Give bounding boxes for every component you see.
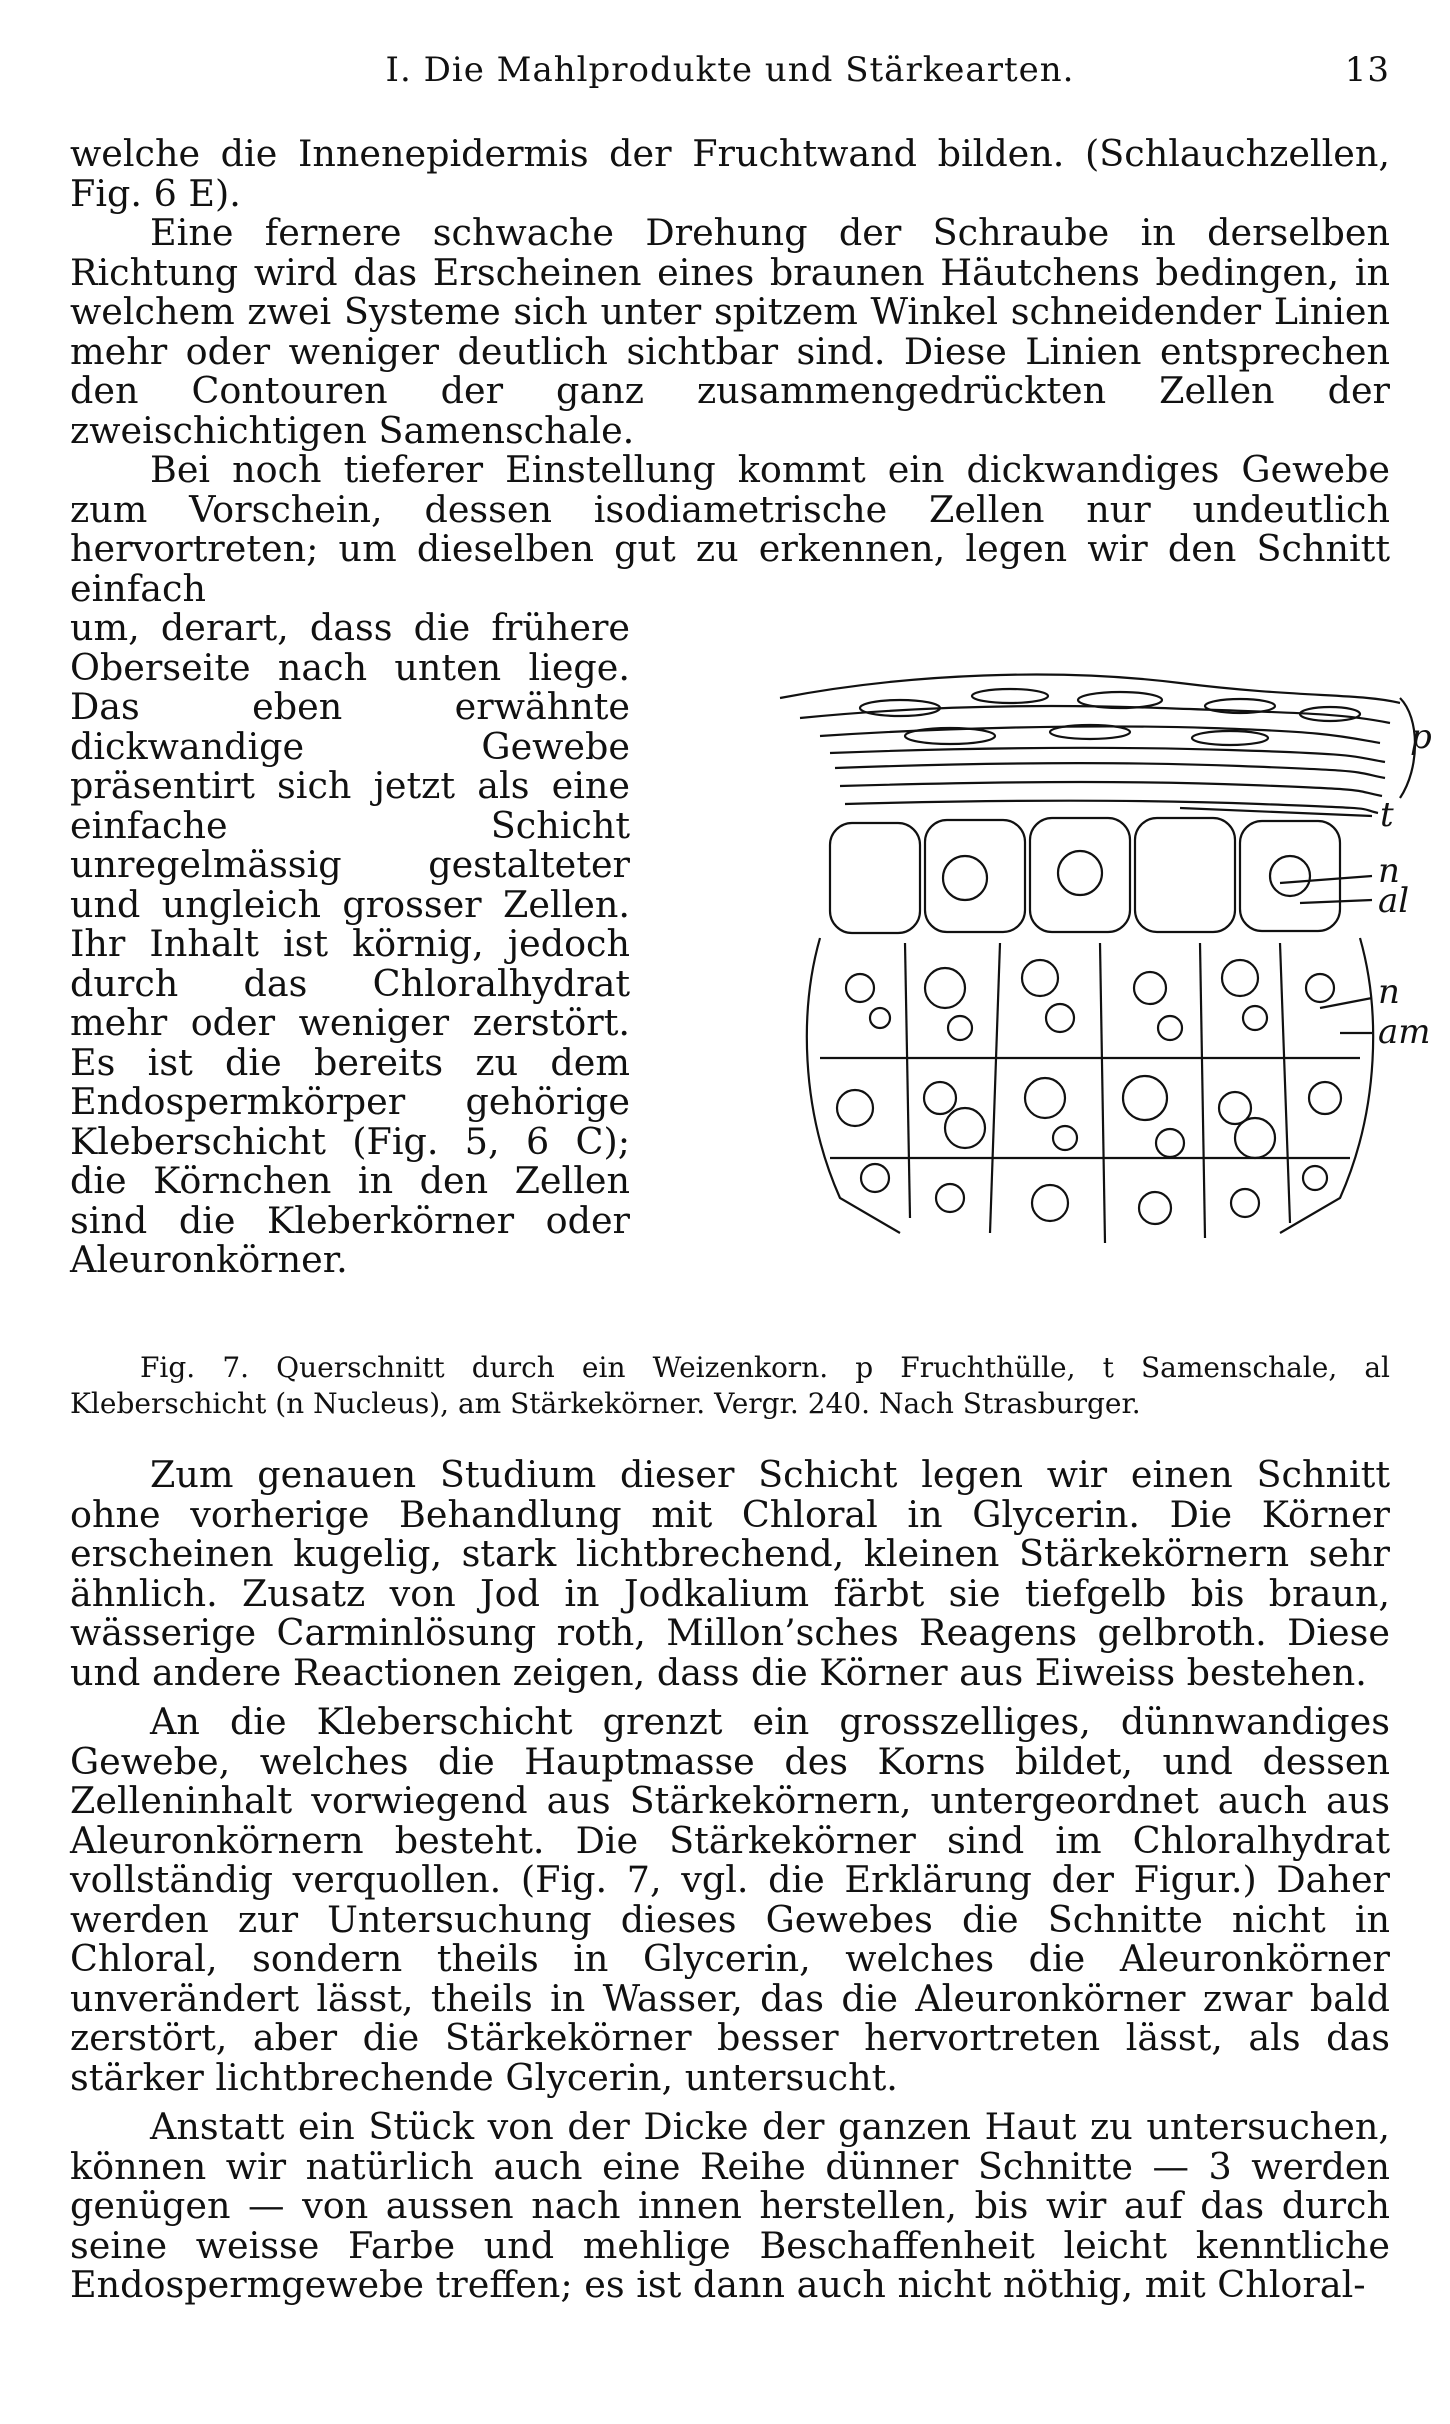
- figure-caption: [70, 1350, 1390, 1422]
- paragraph-3: Bei noch tieferer Einstellung kommt ein dickwandiges Gewebe zum Vorschein, dessen isodiametrische Zellen nur undeutlich hervortreten; um dieselben gut zu erkennen, legen wir den Schnitt einfach: [70, 448, 1390, 610]
- paragraph-1: welche die Innenepidermis der Fruchtwand bilden. (Schlauchzellen, Fig. 6 E).: [70, 132, 1390, 215]
- label-p: p: [1410, 717, 1432, 757]
- page-header: [70, 50, 1390, 100]
- float-paragraph: um, derart, dass die frühere Oberseite nach unten liege. Das eben erwähnte dickwandige Gewebe präsentirt sich jetzt als eine einfache Schicht unregelmässig gestalteter und ungleich grosser Zellen. Ihr Inhalt ist körnig, jedoch durch das Chloralhydrat mehr oder weniger zerstört. Es ist die bereits zu dem Endospermkörper gehörige Kleberschicht (Fig. 5, 6 C); die Körnchen in den Zellen sind die Kleberkörner oder Aleuronkörner.: [70, 606, 630, 1281]
- label-t: t: [1380, 795, 1394, 835]
- figure-wrap-area: [70, 606, 1432, 1288]
- paragraph-6: Anstatt ein Stück von der Dicke der ganzen Haut zu untersuchen, können wir natürlich auch eine Reihe dünner Schnitte — 3 werden genügen — von aussen nach innen herstellen, bis wir auf das durch seine weisse Farbe und mehlige Beschaffenheit leicht kenntliche Endospermgewebe treffen; es ist dann auch nicht nöthig, mit Chloral-: [70, 2105, 1390, 2306]
- paragraph-5: An die Kleberschicht grenzt ein grosszelliges, dünnwandiges Gewebe, welches die Hauptmasse des Korns bildet, und dessen Zelleninhalt vorwiegend aus Stärkekörnern, untergeordnet auch aus Aleuronkörnern besteht. Die Stärkekörner sind im Chloralhydrat vollständig verquollen. (Fig. 7, vgl. die Erklärung der Figur.) Daher werden zur Untersuchung dieses Gewebes die Schnitte nicht in Chloral, sondern theils in Glycerin, welches die Aleuronkörner unverändert lässt, theils in Wasser, das die Aleuronkörner zwar bald zerstört, aber die Stärkekörner besser hervortreten lässt, als das stärker lichtbrechende Glycerin, untersucht.: [70, 1700, 1390, 2099]
- paragraph-4: Zum genauen Studium dieser Schicht legen wir einen Schnitt ohne vorherige Behandlung mit Chloral in Glycerin. Die Körner erscheinen kugelig, stark lichtbrechend, kleinen Stärkekörnern sehr ähnlich. Zusatz von Jod in Jodkalium färbt sie tiefgelb bis braun, wässerige Carminlösung roth, Millon’sches Reagens gelbroth. Diese und andere Reactionen zeigen, dass die Körner aus Eiweiss bestehen.: [70, 1453, 1390, 1694]
- page-number: 13: [1344, 50, 1390, 90]
- running-head: I. Die Mahlprodukte und Stärkearten.: [385, 50, 1075, 90]
- wheat-grain-cross-section-figure: [760, 658, 1440, 1278]
- caption-text: Fig. 7. Querschnitt durch ein Weizenkorn. p Fruchthülle, t Samenschale, al Kleberschicht (n Nucleus), am Stärkekörner. Vergr. 240. Nach Strasburger.: [70, 1351, 1390, 1420]
- top-text-block: [70, 132, 1432, 1288]
- label-al: al: [1378, 881, 1410, 921]
- label-n-2: n: [1378, 972, 1400, 1012]
- figure-drawing: [760, 658, 1440, 1278]
- paragraph-2: Eine fernere schwache Drehung der Schraube in derselben Richtung wird das Erscheinen eines braunen Häutchens bedingen, in welchem zwei Systeme sich unter spitzem Winkel schneidender Linien mehr oder weniger deutlich sichtbar sind. Diese Linien entsprechen den Contouren der ganz zusammengedrückten Zellen der zweischichtigen Samenschale.: [70, 211, 1390, 452]
- bottom-text-block: [70, 1455, 1390, 2305]
- label-am: am: [1378, 1012, 1431, 1052]
- label-n-1: n: [1378, 851, 1400, 891]
